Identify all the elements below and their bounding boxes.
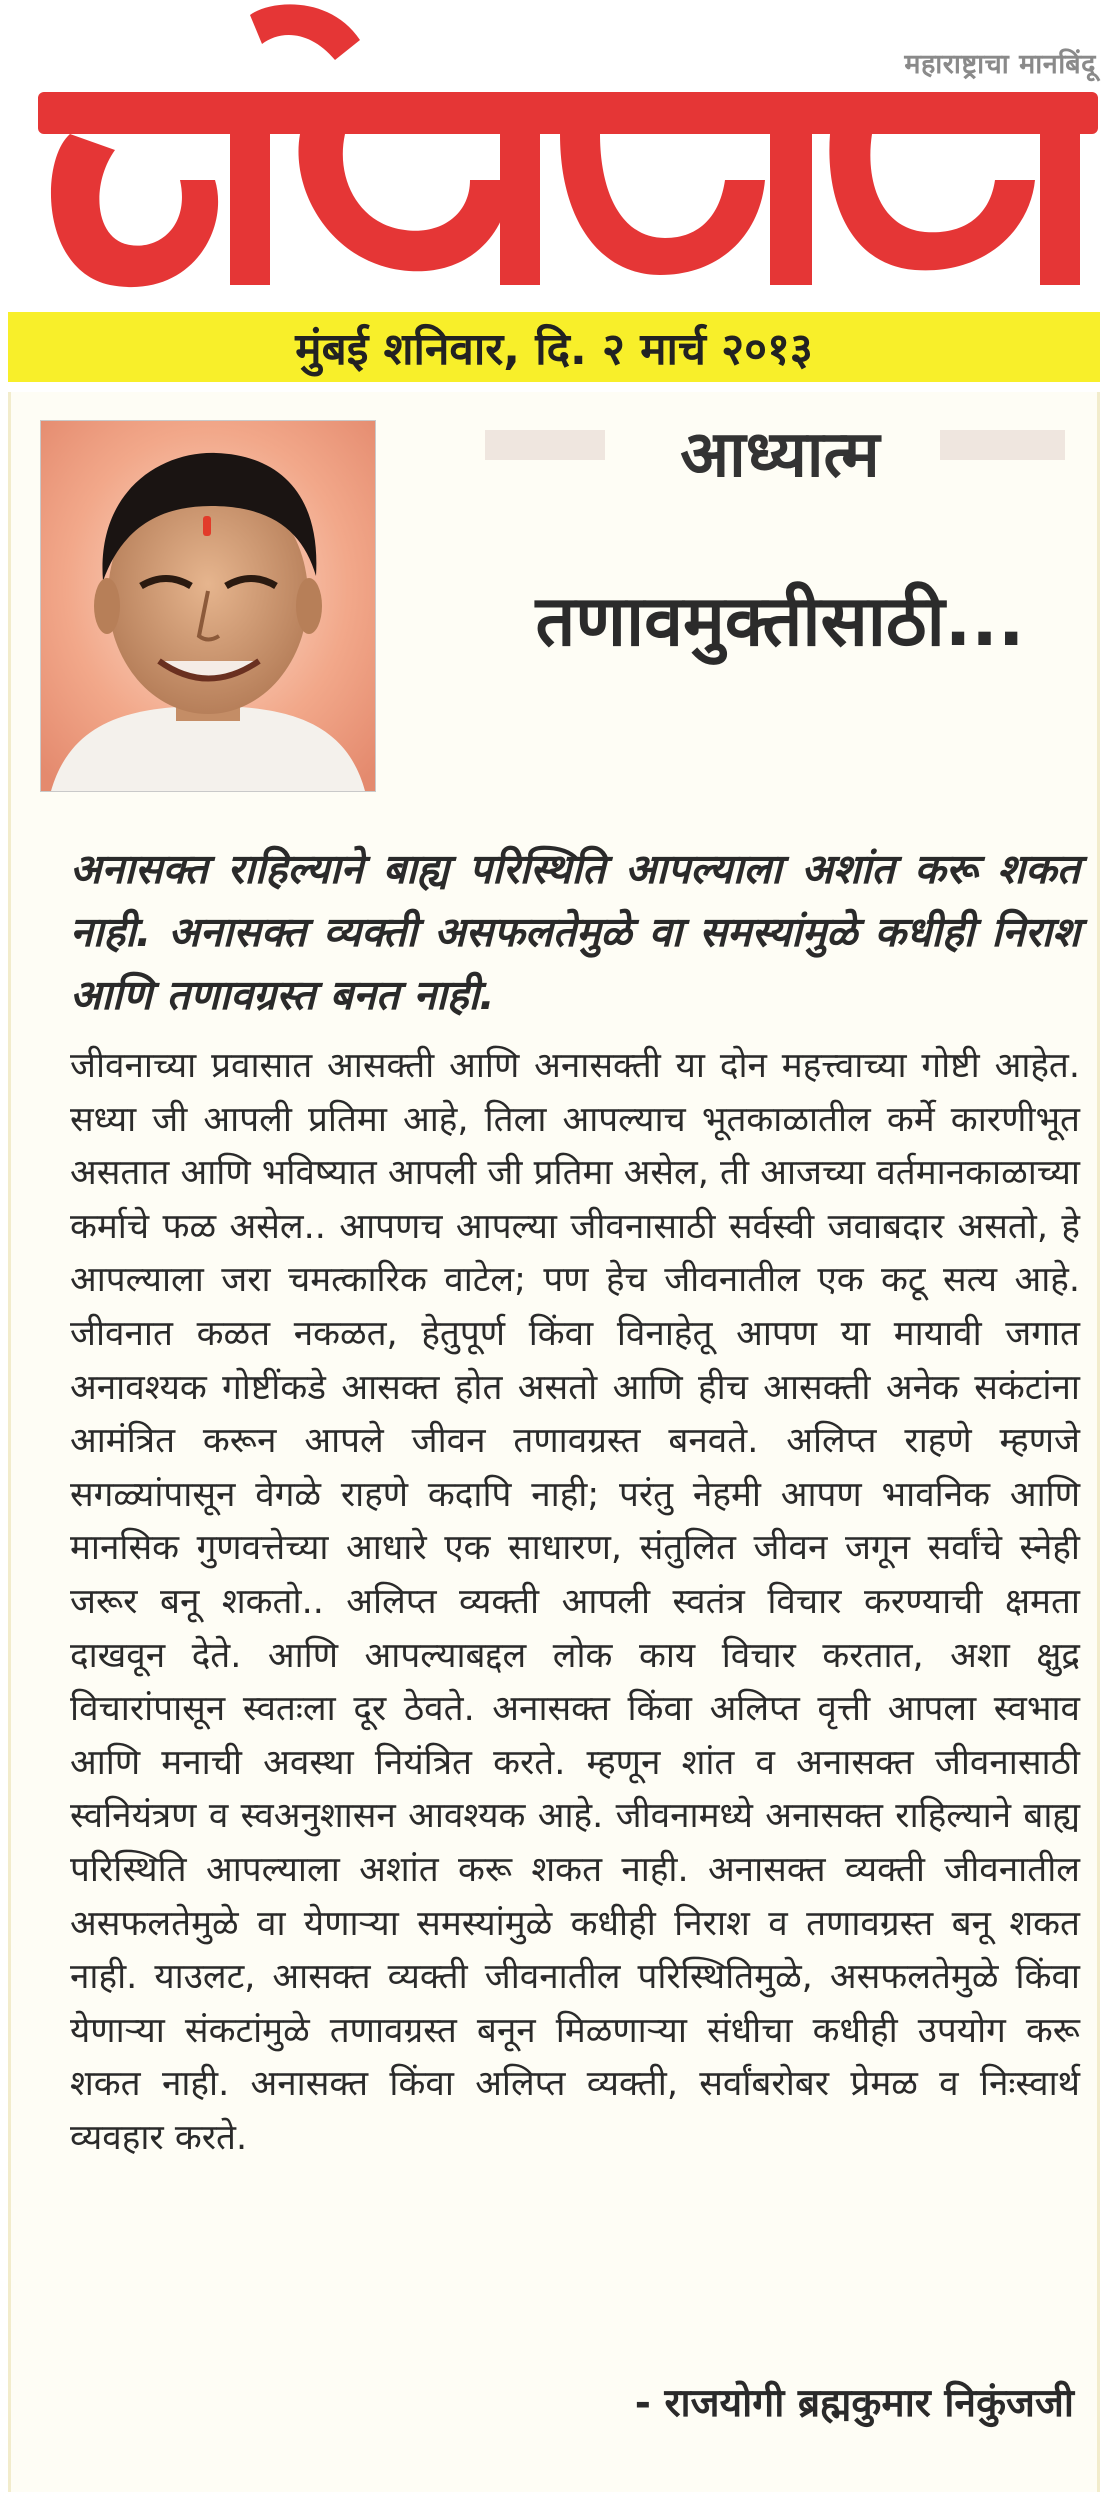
- article-headline: तणावमुक्तीसाठी...: [535, 580, 1025, 662]
- article-byline: - राजयोगी ब्रह्मकुमार निकुंजजी: [634, 2381, 1074, 2426]
- author-portrait: [40, 420, 376, 792]
- masthead: [0, 0, 1114, 305]
- article-lede: अनासक्त राहिल्याने बाह्य परिस्थिति आपल्याला अशांत करू शकत नाही. अनासक्त व्यक्ती असफलतेमुळे वा समस्यांमुळे कधीही निराश आणि तणावग्रस्त बनत नाही.: [70, 845, 1080, 1019]
- masthead-tagline: महाराष्ट्राचा मानबिंदू: [904, 49, 1096, 80]
- section-label: [485, 410, 1065, 492]
- portrait-image: [41, 421, 375, 791]
- section-bar-left: [485, 430, 605, 460]
- article-body: जीवनाच्या प्रवासात आसक्ती आणि अनासक्ती या दोन महत्त्वाच्या गोष्टी आहेत. सध्या जी आपली प्रतिमा आहे, तिला आपल्याच भूतकाळातील कर्मे कारणीभूत असतात आणि भविष्यात आपली जी प्रतिमा असेल, ती आजच्या वर्तमानकाळाच्या कर्माचे फळ असेल.. आपणच आपल्या जीवनासाठी सर्वस्वी जवाबदार असतो, हे आपल्याला जरा चमत्कारिक वाटेल; पण हेच जीवनातील एक कटू सत्य आहे. जीवनात कळत नकळत, हेतुपूर्ण किंवा विनाहेतू आपण या मायावी जगात अनावश्यक गोष्टींकडे आसक्त होत असतो आणि हीच आसक्ती अनेक सकंटांना आमंत्रित करून आपले जीवन तणावग्रस्त बनवते. अलिप्त राहणे म्हणजे सगळ्यांपासून वेगळे राहणे कदापि नाही; परंतु नेहमी आपण भावनिक आणि मानसिक गुणवत्तेच्या आधारे एक साधारण, संतुलित जीवन जगून सर्वांचे स्नेही जरूर बनू शकतो.. अलिप्त व्यक्ती आपली स्वतंत्र विचार करण्याची क्षमता दाखवून देते. आणि आपल्याबद्दल लोक काय विचार करतात, अशा क्षुद्र विचारांपासून स्वतःला दूर ठेवते. अनासक्त किंवा अलिप्त वृत्ती आपला स्वभाव आणि मनाची अवस्था नियंत्रित करते. म्हणून शांत व अनासक्त जीवनासाठी स्वनियंत्रण व स्वअनुशासन आवश्यक आहे. जीवनामध्ये अनासक्त राहिल्याने बाह्य परिस्थिति आपल्याला अशांत करू शकत नाही. अनासक्त व्यक्ती जीवनातील असफलतेमुळे वा येणाऱ्या समस्यांमुळे कधीही निराश व तणावग्रस्त बनू शकत नाही. याउलट, आसक्त व्यक्ती जीवनातील परिस्थितिमुळे, असफलतेमुळे किंवा येणाऱ्या संकटांमुळे तणावग्रस्त बनून मिळणाऱ्या संधीचा कधीही उपयोग करू शकत नाही. अनासक्त किंवा अलिप्त व्यक्ती, सर्वांबरोबर प्रेमळ व निःस्वार्थ व्यवहार करते.: [70, 1046, 1080, 2158]
- dateline: मुंबई शनिवार, दि. २ मार्च २०१३: [8, 312, 1100, 382]
- section-title: आध्यात्म: [680, 418, 880, 492]
- section-bar-right: [940, 430, 1065, 460]
